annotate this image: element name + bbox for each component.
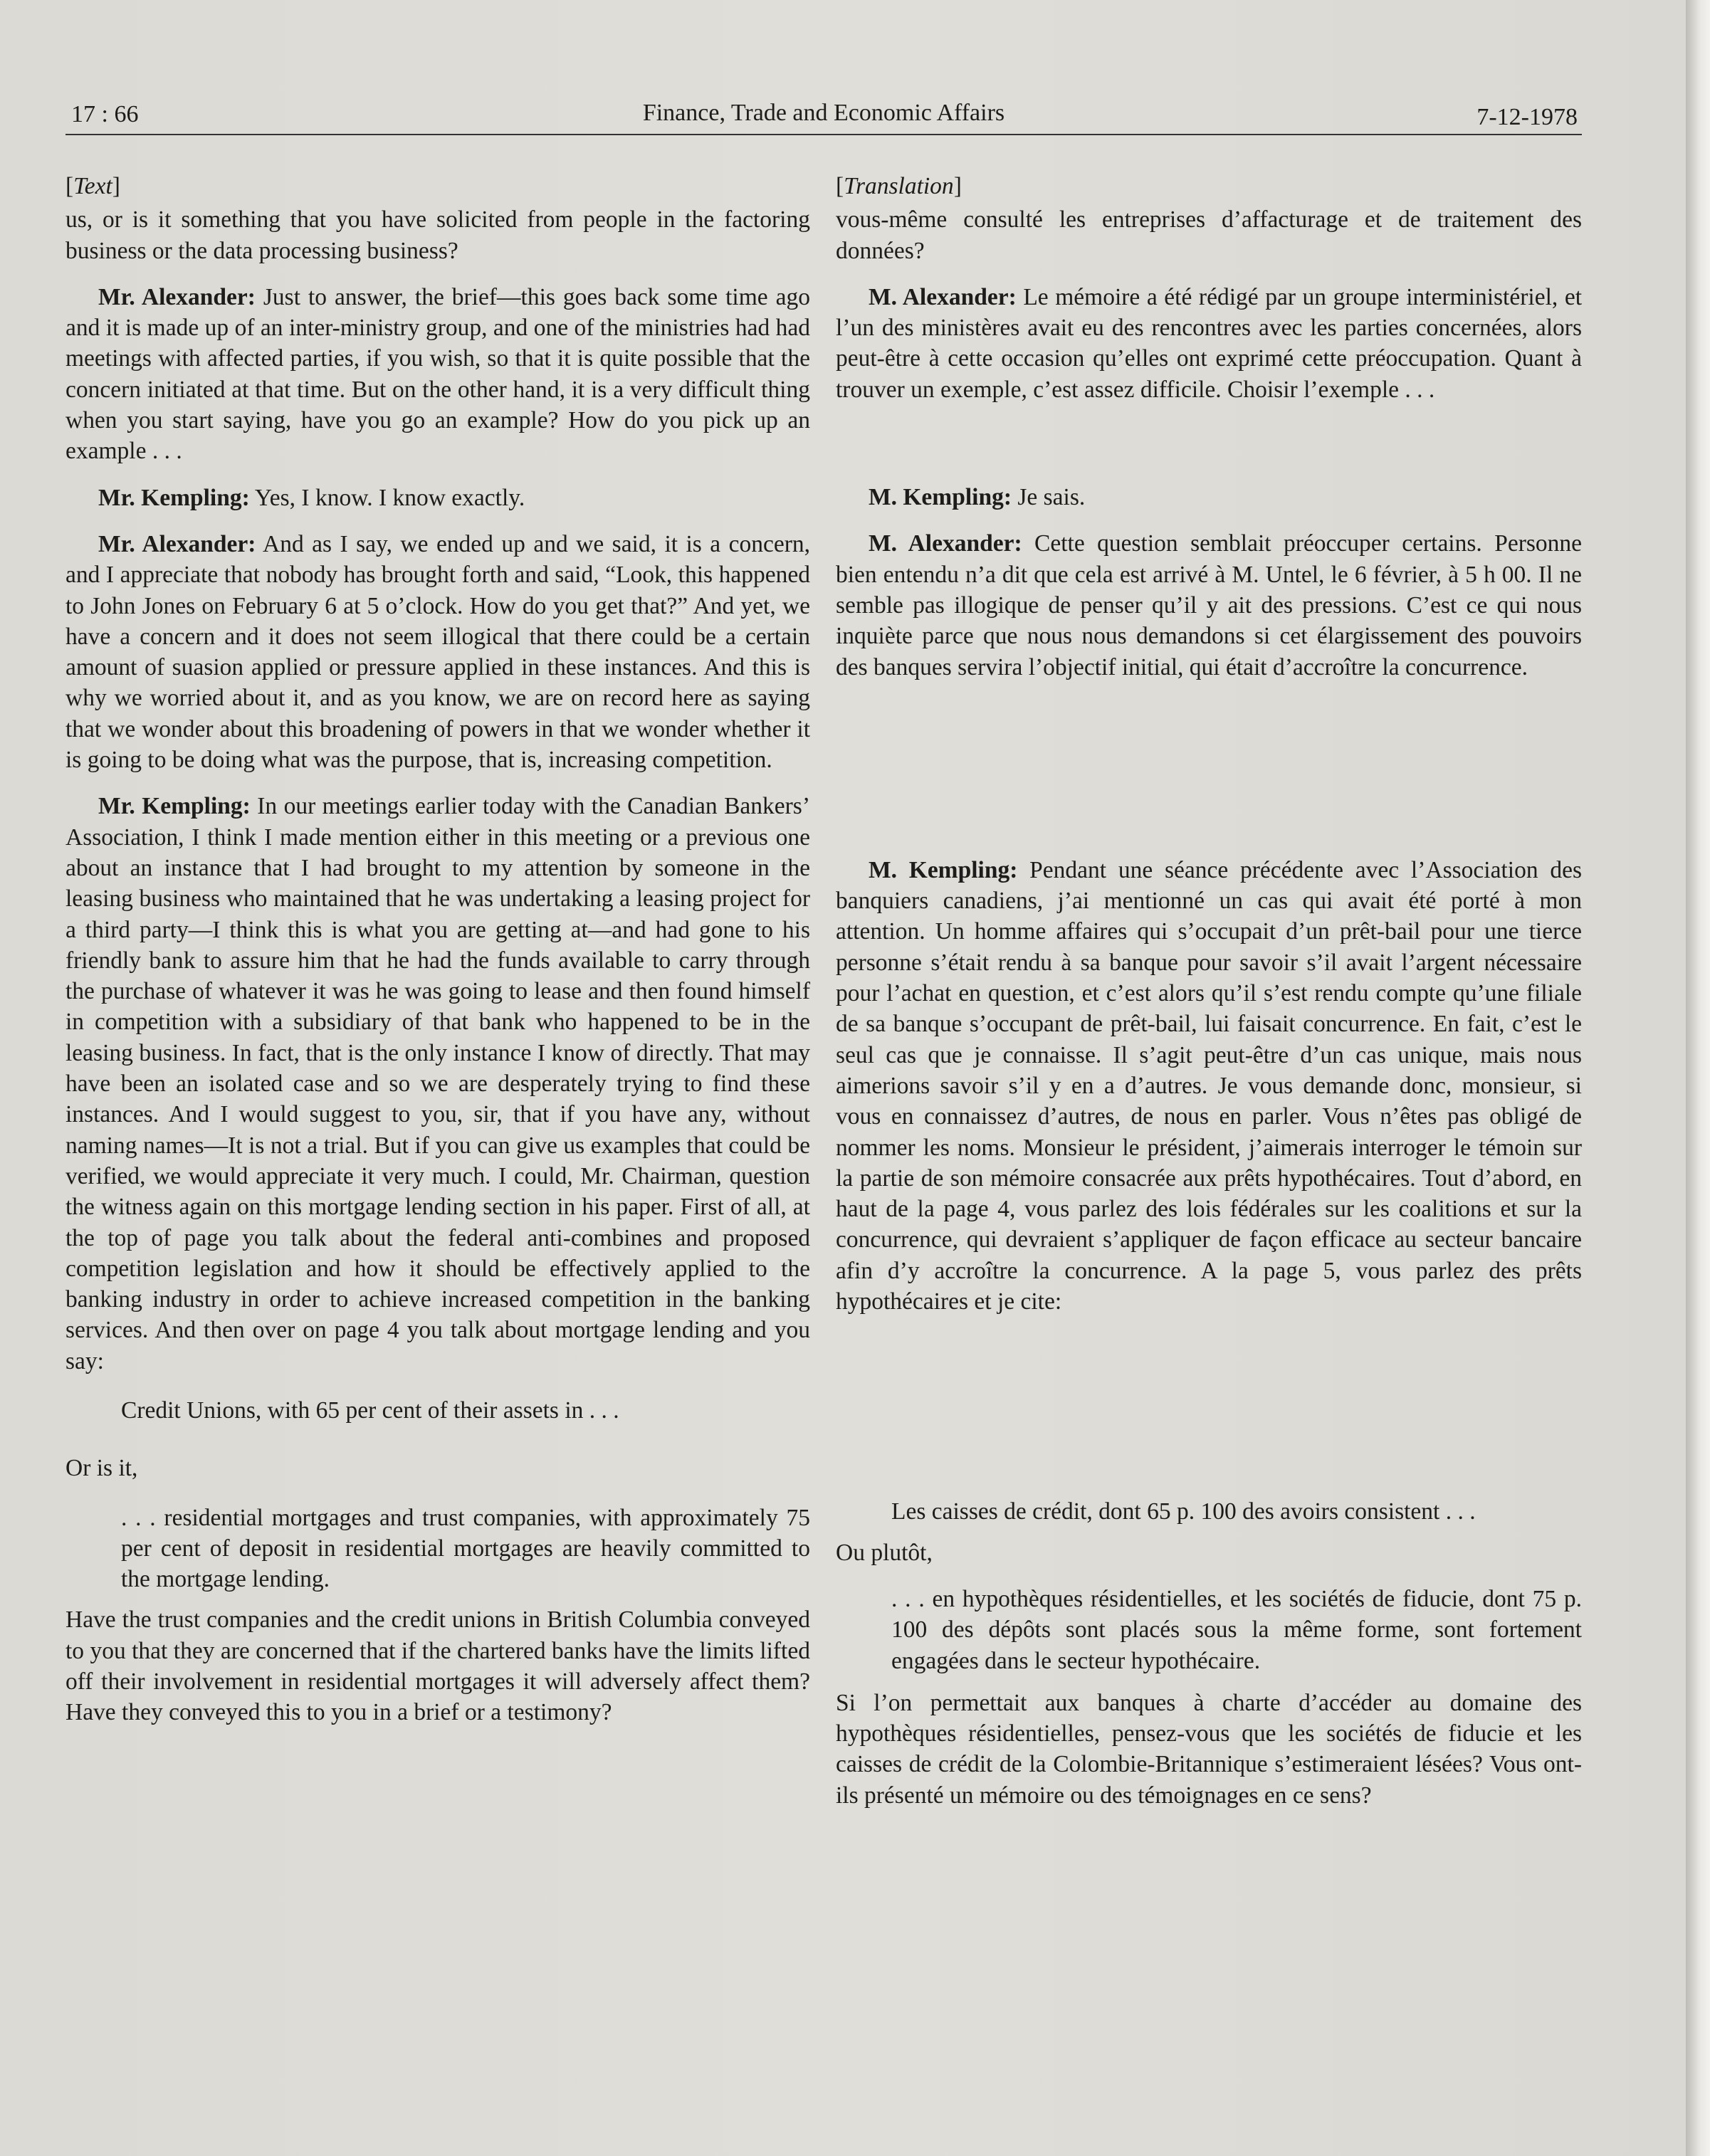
column-tag: [Text] xyxy=(65,173,120,199)
paragraph: M. Kempling: Pendant une séance précédente avec l’Association des banquiers canadiens, j’ai mentionné un cas qui avait été porté à mon attention. Un homme affaires qui s’occupait d’un prêt-bail pour une tierce personne s’était rendu à sa banque pour savoir s’il avait l’argent nécessaire pour l’achat en question, et c’est alors qu’il s’est rendu compte qu’une filiale de sa banque s’occupant de prêt-bail, lui faisait concurrence. En fait, c’est le seul cas que je connaisse. Il s’agit peut-être d’un cas unique, mais nous aimerions savoir s’il y en a d’autres. Je vous demande donc, monsieur, si vous en connaissez d’autres, de nous en parler. Vous n’êtes pas obligé de nommer les noms. Monsieur le président, j’aimerais interroger le témoin sur la partie de son mémoire consacrée aux prêts hypothécaires. Tout d’abord, en haut de la page 4, vous parlez des lois fédérales sur les coalitions et sur la concurrence, qui devraient s’appliquer de façon efficace au secteur bancaire afin d’y accroître la concurrence. A la page 5, vous parlez des prêts hypothécaires et je cite: xyxy=(836,856,1582,1315)
header-date: 7-12-1978 xyxy=(1476,104,1578,130)
column-tag: [Translation] xyxy=(836,173,962,199)
paragraph: M. Alexander: Cette question semblait préoccuper certains. Personne bien entendu n’a dit que cela est arrivé à M. Untel, le 6 février, à 5 h 00. Il ne semble pas illogique de penser qu’il y ait des pressions. C’est ce qui nous inquiète parce que nous nous demandons si cet élargissement des pouvoirs des banques servira l’objectif initial, qui était d’accroître la concurrence. xyxy=(836,530,1583,680)
paragraph: Mr. Alexander: Just to answer, the brief—this goes back some time ago and it is made up of an inter-ministry group, and one of the ministries had had meetings with affected parties, if you wish, so that it is quite possible that the concern initiated at that time. But on the other hand, it is a very difficult thing when you start saying, have you go an example? How do you pick up an example . . . xyxy=(65,283,810,465)
paragraph: Mr. Kempling: Yes, I know. I know exactly. xyxy=(98,484,525,511)
speaker-name: Mr. Alexander: xyxy=(98,283,256,310)
paragraph: M. Kempling: Je sais. xyxy=(869,484,1086,511)
paragraph: Si l’on permettait aux banques à charte d’accéder au domaine des hypothèques résidentielles, pensez-vous que les sociétés de fiducie et les caisses de crédit de la Colombie-Britannique s’estimeraient lésées? Vous ont-ils présenté un mémoire ou des témoignages en ce sens? xyxy=(836,1689,1582,1809)
paragraph: Mr. Kempling: In our meetings earlier today with the Canadian Bankers’ Association, I think I made mention either in this meeting or a previous one about an instance that I had brought to my attention by someone in the leasing business who maintained that he was undertaking a leasing project for a third party—I think this is what you are getting at—and had gone to his friendly bank to assure him that he had the funds available to carry through the purchase of whatever it was he was going to lease and then found himself in competition with a subsidiary of that bank who happened to be in the leasing business. In fact, that is the only instance I know of directly. That may have been an isolated case and so we are desperately trying to find these instances. And I would suggest to you, sir, that if you have any, without naming names—It is not a trial. But if you can give us examples that could be verified, we would appreciate it very much. I could, Mr. Chairman, question the witness again on this mortgage lending section in his paper. First of all, at the top of page you talk about the federal anti-combines and proposed competition legislation and how it should be effectively applied to the banking industry in order to achieve increased competition in the banking services. And then over on page 4 you talk about mortgage lending and you say: xyxy=(65,793,811,1374)
speaker-name: Mr. Kempling: xyxy=(98,484,250,511)
paragraph: Or is it, xyxy=(65,1455,138,1482)
publication-title: Finance, Trade and Economic Affairs xyxy=(642,100,1005,126)
speaker-name: M. Kempling: xyxy=(869,484,1012,511)
paragraph: vous-même consulté les entreprises d’affacturage et de traitement des données? xyxy=(836,206,1582,264)
speaker-name: M. Alexander: xyxy=(869,283,1017,310)
quotation: . . . residential mortgages and trust companies, with approximately 75 per cent of deposit in residential mortgages are heavily committed to the mortgage lending. xyxy=(121,1504,810,1593)
english-column xyxy=(65,171,810,1728)
speaker-name: M. Alexander: xyxy=(869,530,1022,557)
quotation: Credit Unions, with 65 per cent of their assets in . . . xyxy=(121,1397,619,1424)
page-edge xyxy=(1686,0,1710,2156)
paragraph: Ou plutôt, xyxy=(836,1539,933,1566)
page-number: 17 : 66 xyxy=(71,101,139,127)
paragraph: Have the trust companies and the credit unions in British Columbia conveyed to you that they are concerned that if the chartered banks have the limits lifted off their involvement in residential mortgages it will adversely affect them? Have they conveyed this to you in a brief or a testimony? xyxy=(65,1607,810,1726)
paragraph: M. Alexander: Le mémoire a été rédigé par un groupe interministériel, et l’un des ministères avait eu des rencontres avec les parties concernées, alors peut-être à cette occasion qu’elles ont exprimé cette préoccupation. Quant à trouver un exemple, c’est assez difficile. Choisir l’exemple . . . xyxy=(836,283,1583,403)
running-header xyxy=(65,98,1582,135)
speaker-name: Mr. Kempling: xyxy=(98,793,251,820)
speaker-name: M. Kempling: xyxy=(869,856,1018,883)
paragraph: us, or is it something that you have solicited from people in the factoring business or the data processing business? xyxy=(65,206,810,264)
speaker-name: Mr. Alexander: xyxy=(98,530,256,557)
quotation: . . . en hypothèques résidentielles, et les sociétés de fiducie, dont 75 p. 100 des dépôts sont placés sous la même forme, sont fortement engagées dans le secteur hypothécaire. xyxy=(891,1585,1582,1674)
french-column xyxy=(836,171,1582,1811)
quotation: Les caisses de crédit, dont 65 p. 100 des avoirs consistent . . . xyxy=(891,1498,1476,1525)
paragraph: Mr. Alexander: And as I say, we ended up and we said, it is a concern, and I appreciate that nobody has brought forth and said, “Look, this happened to John Jones on February 6 at 5 o’clock. How do you get that?” And yet, we have a concern and it does not seem illogical that there could be a certain amount of suasion applied or pressure applied in these instances. And this is why we worried about it, and as you know, we are on record here as saying that we wonder about this broadening of powers in that we wonder whether it is going to be doing what was the purpose, that is, increasing competition. xyxy=(65,530,811,774)
